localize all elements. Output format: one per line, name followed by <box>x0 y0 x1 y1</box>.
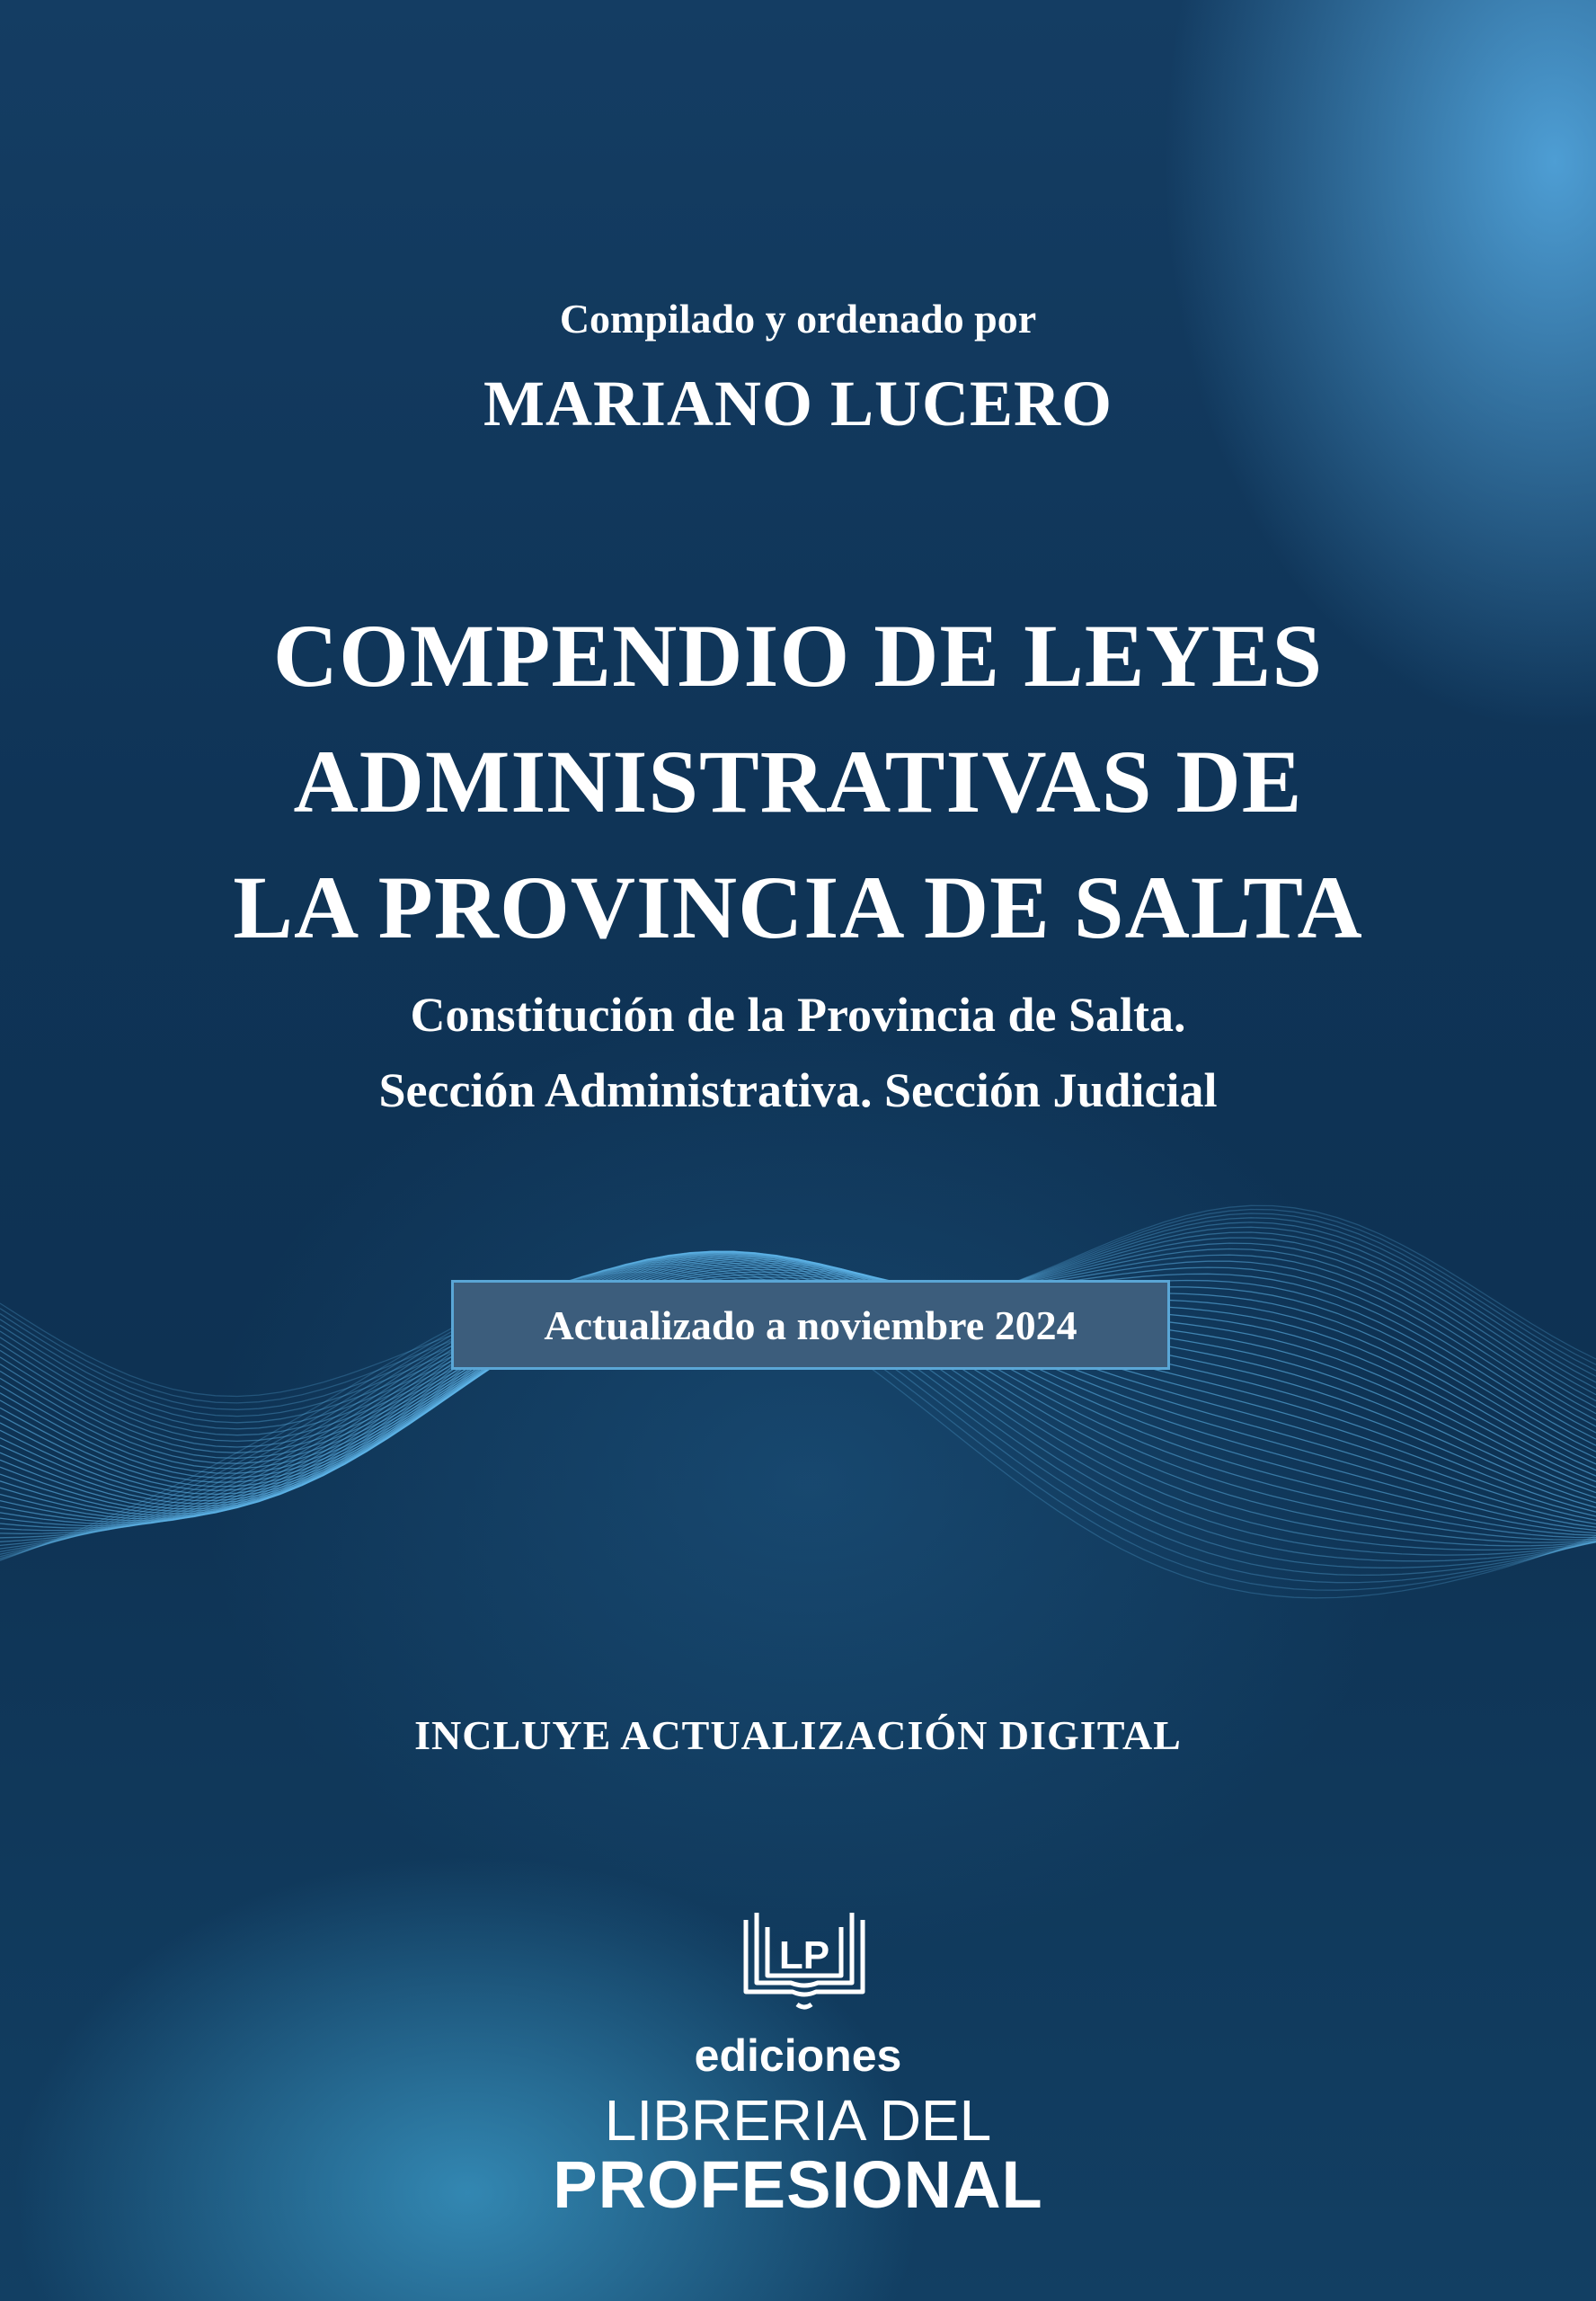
publisher-line-1: ediciones <box>694 2030 902 2081</box>
title-line-1: COMPENDIO DE LEYES <box>272 606 1324 706</box>
publisher-line-3: PROFESIONAL <box>553 2147 1043 2222</box>
title-line-2: ADMINISTRATIVAS DE <box>293 732 1303 831</box>
wave-pattern <box>0 1150 1596 1708</box>
publisher-line-2: LIBRERIA DEL <box>604 2088 992 2153</box>
compiled-by-label: Compilado y ordenado por <box>559 296 1037 342</box>
open-book-logo-icon <box>737 1904 872 2012</box>
title-line-3: LA PROVINCIA DE SALTA <box>233 857 1363 957</box>
digital-update-note: INCLUYE ACTUALIZACIÓN DIGITAL <box>414 1712 1182 1758</box>
update-badge: Actualizado a noviembre 2024 <box>451 1280 1170 1370</box>
logo-letters: LP <box>778 1933 830 1977</box>
subtitle-line-1: Constitución de la Provincia de Salta. <box>410 988 1186 1042</box>
author-name: MARIANO LUCERO <box>483 368 1113 440</box>
subtitle-line-2: Sección Administrativa. Sección Judicial <box>378 1063 1218 1117</box>
